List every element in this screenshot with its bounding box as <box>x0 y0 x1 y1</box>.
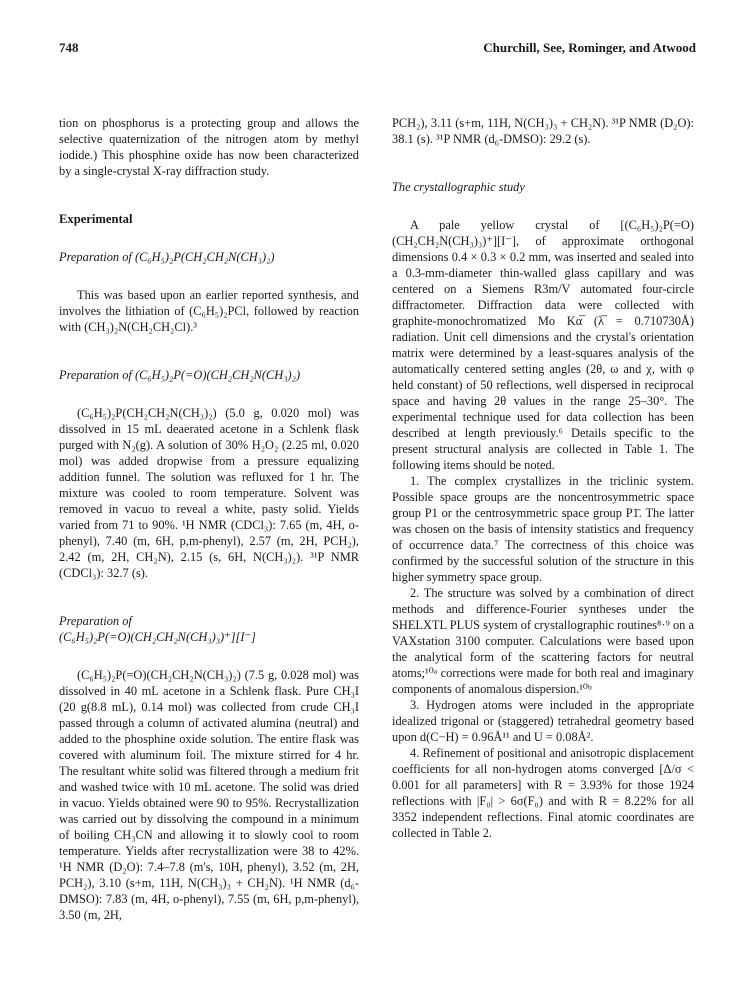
paragraph-preparation-oxide: (C₆H₅)₂P(CH₂CH₂N(CH₃)₂) (5.0 g, 0.020 mol) was dissolved in 15 mL deaerated acetone in a Schlenk flask purged with N₂(g). A solution of 30% H₂O₂ (2.25 ml, 0.020 mol) was added dropwise from a pressure equalizing addition funnel. The solution was refluxed for 1 hr. The mixture was cooled to room temperature. Solvent was removed in vacuo to reveal a white, pasty solid. Yields varied from 71 to 90%. ¹H NMR (CDCl₃): 7.65 (m, 4H, o-phenyl), 7.40 (m, 6H, p,m-phenyl), 2.57 (m, 2H, PCH₂), 2.42 (m, 2H, CH₂N), 2.15 (s, 6H, N(CH₃)₂). ³¹P NMR (CDCl₃): 32.7 (s). <box>59 406 359 580</box>
page-number: 748 <box>59 40 79 55</box>
paragraph-preparation-salt: (C₆H₅)₂P(=O)(CH₂CH₂N(CH₃)₂) (7.5 g, 0.028 mol) was dissolved in 40 mL acetone in a Schlenk flask. Pure CH₃I (20 g(8.8 mL), 0.14 mol) was collected from crude CH₃I passed through a column of activated alumina (neutral) and added to the phosphine oxide solution. The entire flask was covered with aluminum foil. The mixture stirred for 4 hr. The resultant white solid was filtered through a medium frit and washed twice with 10 mL acetone. The solid was dried in vacuo. Yields obtained were 90 to 95%. Recrystallization was carried out by dissolving the compound in a minimum of boiling CH₃CN and allowing it to slowly cool to room temperature. Yields after recrystallization were 38 to 42%. ¹H NMR (D₂O): 7.4–7.8 (m's, 10H, phenyl), 3.52 (m, 2H, PCH₂), 3.10 (s+m, 11H, N(CH₃)₃ + CH₂N). ¹H NMR (d₆-DMSO): 7.83 (m, 4H, o-phenyl), 7.55 (m, 6H, p,m-phenyl), 3.50 (m, 2H, <box>59 668 359 922</box>
right-column <box>392 115 694 841</box>
subheading-preparation-salt-line2: (C₆H₅)₂P(=O)(CH₂CH₂N(CH₃)₃)⁺][I⁻] <box>59 630 256 644</box>
subheading-preparation-phosphine: Preparation of (C₆H₅)₂P(CH₂CH₂N(CH₃)₂) <box>59 250 275 264</box>
subheading-preparation-oxide: Preparation of (C₆H₅)₂P(=O)(CH₂CH₂N(CH₃)₂) <box>59 368 301 382</box>
running-title: Churchill, See, Rominger, and Atwood <box>483 40 696 55</box>
paragraph-crystal-data: A pale yellow crystal of [(C₆H₅)₂P(=O) (CH₂CH₂N(CH₃)₃)⁺][I⁻], of approximate orthogonal dimensions 0.4 × 0.3 × 0.2 mm, was inserted and sealed into a 0.3-mm-diameter thin-walled glass capillary and was centered on a Siemens R3m/V automated four-circle diffractometer. Diffraction data were collected with graphite-monochromatized Mo Kα̅ (λ̅ = 0.710730Å) radiation. Unit cell dimensions and the crystal's orientation matrix were determined by a least-squares analysis of the automatically centered setting angles (2θ, ω and χ, with φ held constant) of 50 reflections, well dispersed in reciprocal space and having 2θ values in the range 25–30°. The experimental technique used for data collection has been described at length previously.⁶ Details specific to the present structural analysis are collected in Table 1. The following items should be noted. <box>392 218 694 472</box>
paragraph-nmr-continued: PCH₂), 3.11 (s+m, 11H, N(CH₃)₃ + CH₂N). ³¹P NMR (D₂O): 38.1 (s). ³¹P NMR (d₆-DMSO): 29.2 (s). <box>392 116 694 146</box>
subheading-crystallographic-study: The crystallographic study <box>392 180 525 194</box>
paragraph-item-2: 2. The structure was solved by a combination of direct methods and difference-Fourier syntheses under the SHELXTL PLUS system of crystallographic routines⁸·⁹ on a VAXstation 3100 computer. Calculations were based upon the analytical form of the scattering factors for neutral atoms;¹⁰ᵃ corrections were made for both real and imaginary components of anomalous dispersion.¹⁰ᵇ <box>392 586 694 696</box>
paragraph-item-4: 4. Refinement of positional and anisotropic displacement coefficients for all non-hydrogen atoms converged [Δ/σ < 0.001 for all parameters] with R = 3.93% for those 1924 reflections with |F₀| > 6σ(F₀) and with R = 8.22% for all 3352 independent reflections. Final atomic coordinates are collected in Table 2. <box>392 746 694 840</box>
paragraph-item-1: 1. The complex crystallizes in the triclinic system. Possible space groups are the noncentrosymmetric space group P1 or the centrosymmetric space group P1̄. The latter was chosen on the basis of intensity statistics and frequency of occurrence data.⁷ The correctness of this choice was confirmed by the successful solution of the structure in this higher symmetry space group. <box>392 474 694 584</box>
paragraph-item-3: 3. Hydrogen atoms were included in the appropriate idealized trigonal or (staggered) tetrahedral geometry based upon d(C−H) = 0.96Å¹¹ and U = 0.08Å². <box>392 698 694 744</box>
subheading-preparation-salt-line1: Preparation of <box>59 614 132 628</box>
left-column <box>59 115 359 923</box>
page-header <box>59 40 696 60</box>
paragraph-preparation-phosphine: This was based upon an earlier reported synthesis, and involves the lithiation of (C₆H₅)₂PCl, followed by reaction with (CH₃)₂N(CH₂CH₂Cl).³ <box>59 288 359 334</box>
intro-paragraph: tion on phosphorus is a protecting group and allows the selective quaternization of the nitrogen atom by methyl iodide.) This phosphine oxide has now been characterized by a single-crystal X-ray diffraction study. <box>59 116 359 178</box>
section-heading-experimental: Experimental <box>59 212 133 226</box>
